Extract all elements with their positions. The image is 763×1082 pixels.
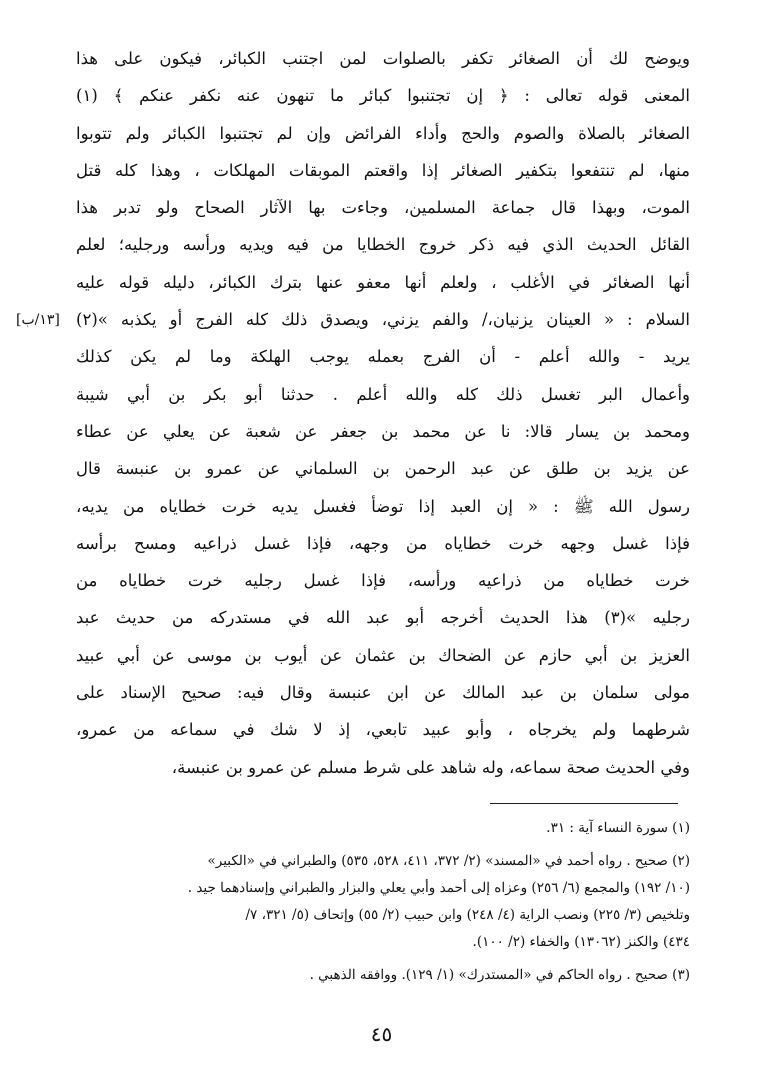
text-line: ويوضح لك أن الصغائر تكفر بالصلوات لمن اجتنب الكبائر، فيكون على هذا [76, 49, 690, 68]
text-line: خرت خطاياه من ذراعيه ورأسه، فإذا غسل رجليه خرت خطاياه من [76, 571, 690, 591]
text-line: رسول الله ﷺ : « إن العبد إذا توضأ فغسل يديه خرت خطاياه من يديه، [76, 496, 690, 516]
text-line: القائل الحديث الذي فيه ذكر خروج الخطايا من فيه ويديه ورأسه ورجليه؛ لعلم [76, 235, 690, 255]
text-line: الموت، وبهذا قال جماعة المسلمين، وجاءت بها الآثار الصحاح ولو تدبر هذا [76, 198, 690, 218]
text-line: ومحمد بن يسار قالا: نا عن محمد بن جعفر عن شعبة عن يعلي عن عطاء [76, 421, 690, 441]
page-number: ٤٥ [370, 1022, 393, 1046]
footnote-separator [490, 803, 678, 804]
text-line: رجليه »(٣) هذا الحديث أخرجه أبو عبد الله في مستدركه من حديث عبد [76, 608, 690, 628]
text-line: وأعمال البر تغسل ذلك كله والله أعلم . حدثنا أبو بكر بن أبي شيبة [76, 384, 690, 404]
text-line: فإذا غسل وجهه خرت خطاياه من وجهه، فإذا غسل ذراعيه ومسح برأسه [76, 533, 690, 553]
text-line: أنها الصغائر في الأغلب ، ولعلم أنها معفو عنها بترك الكبائر، دليله قوله عليه [76, 272, 690, 292]
text-line: المعنى قوله تعالى : ﴿ إن تجتنبوا كبائر ما تنهون عنه نكفر عنكم ﴾ (١) [76, 86, 690, 106]
footnote-1: (١) سورة النساء آية : ٣١. [546, 820, 690, 836]
text-line: مولى سلمان بن عبد المالك عن ابن عنبسة وقال فيه: صحيح الإسناد على [76, 683, 690, 703]
text-line: السلام : « العينان يزنيان،/ والفم يزني، ويصدق ذلك كله الفرج أو يكذبه »(٢) [76, 310, 690, 330]
footnote-2: (٢) صحيح . رواه أحمد في «المسند» (٢/ ٣٧٢، ٤١١، ٥٢٨، ٥٣٥) والطبراني في «الكبير» [207, 853, 690, 869]
text-line: شرطهما ولم يخرجاه ، وأبو عبيد تابعي، إذ لا شك في سماعه من عمرو، [76, 720, 690, 740]
footnote-3: (٣) صحيح . رواه الحاكم في «المستدرك» (١/ ١٢٩). ووافقه الذهبي . [309, 967, 690, 983]
text-line: العزيز بن أبي حازم عن الضحاك بن عثمان عن أيوب بن موسى عن أبي عبيد [76, 645, 690, 665]
main-text-block [76, 40, 690, 786]
text-line: الصغائر بالصلاة والصوم والحج وأداء الفرائض وإن لم تجتنبوا الكبائر ولم تتوبوا [76, 123, 690, 143]
footnotes-block [76, 815, 690, 989]
footnote-2-continued: (١٠/ ١٩٢) والمجمع (٦/ ٢٥٦) وعزاه إلى أحمد وأبي يعلي والبزار والطبراني وإسنادهما جيد . [187, 880, 690, 896]
text-line: يريد - والله أعلم - أن الفرج بعمله يوجب الهلكة وما لم يكن كذلك [76, 347, 690, 367]
text-line: منها، لم تنتفعوا بتكفير الصغائر إذا واقعتم الموبقات المهلكات ، وهذا كله قتل [76, 160, 690, 180]
text-line: عن يزيد بن طلق عن عبد الرحمن بن السلماني عن عمرو بن عنبسة قال [76, 459, 690, 479]
manuscript-folio-marker: [١٣/ب] [16, 312, 60, 328]
text-line: وفي الحديث صحة سماعه، وله شاهد على شرط مسلم عن عمرو بن عنبسة، [171, 757, 690, 777]
footnote-2-continued: ٤٣٤) والكنز (١٣٠٦٢) والخفاء (٢/ ١٠٠). [472, 934, 690, 950]
footnote-2-continued: وتلخيص (٣/ ٢٢٥) ونصب الراية (٤/ ٢٤٨) وابن حبيب (٢/ ٥٥) وإتحاف (٥/ ٣٢١، ٧/ [245, 907, 690, 923]
